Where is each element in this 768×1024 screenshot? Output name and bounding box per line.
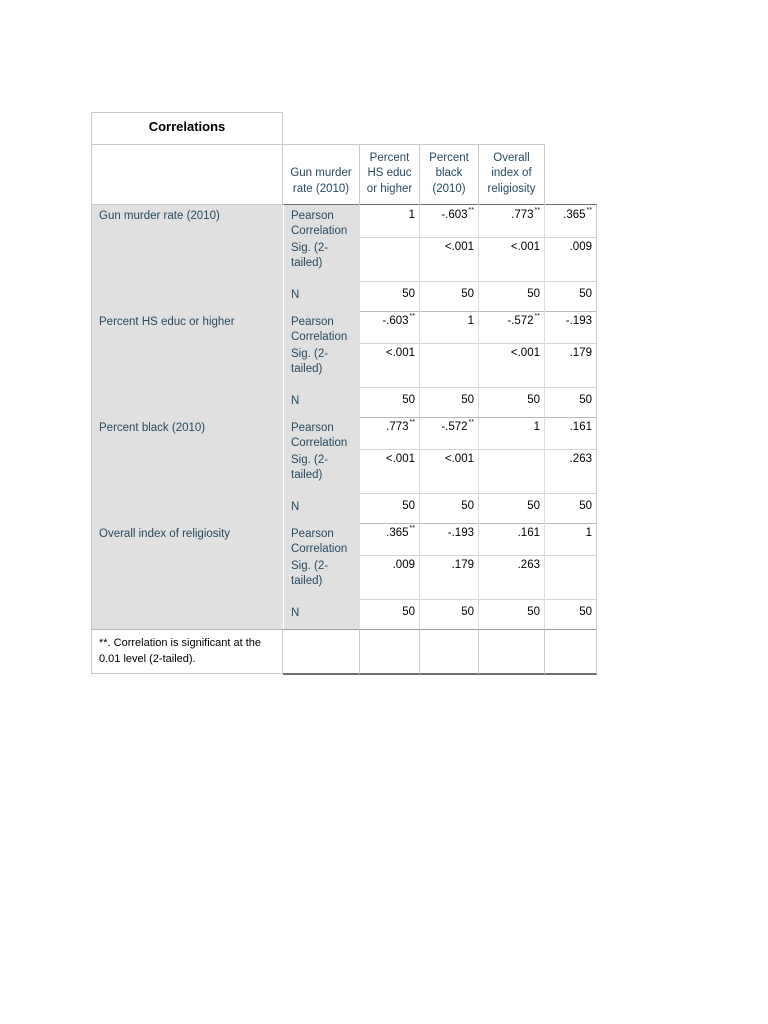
column-header-label xyxy=(429,151,469,198)
table-cell xyxy=(420,523,479,555)
table-title: Correlations xyxy=(148,119,226,134)
table-cell xyxy=(479,555,545,599)
table-cell xyxy=(360,343,420,387)
stat-label-line: Correlation xyxy=(291,331,348,343)
row-header: Overall index of religiosity xyxy=(91,523,283,629)
cell-value: 50 xyxy=(402,394,415,406)
table-cell xyxy=(360,555,420,599)
cell-value: 50 xyxy=(579,500,592,512)
cell-value: <.001 xyxy=(385,453,415,465)
table-cell xyxy=(545,449,597,493)
header-corner-cell xyxy=(91,144,283,205)
stat-label-pearson xyxy=(283,417,360,449)
significance-mark: ** xyxy=(409,525,415,532)
table-cell xyxy=(479,205,545,237)
stat-label-pearson xyxy=(283,523,360,555)
column-header-line: (2010) xyxy=(432,182,466,195)
significance-mark: ** xyxy=(534,207,540,214)
stat-label-line: tailed) xyxy=(291,469,323,481)
stat-label-line: Sig. (2- xyxy=(291,348,329,360)
table-cell xyxy=(360,523,420,555)
column-header xyxy=(283,144,360,205)
table-cell xyxy=(545,555,597,599)
footer-cell xyxy=(360,629,420,674)
footer-cell xyxy=(479,629,545,674)
cell-value: 50 xyxy=(461,606,474,618)
stat-label-line: Correlation xyxy=(291,543,348,555)
cell-value: 50 xyxy=(527,288,540,300)
table-cell xyxy=(545,387,597,417)
footer-cell xyxy=(545,629,597,674)
table-cell xyxy=(360,311,420,343)
cell-value: -.572 xyxy=(507,315,534,327)
table-cell xyxy=(420,493,479,523)
cell-value: 1 xyxy=(533,421,540,433)
cell-value: 50 xyxy=(579,394,592,406)
cell-value: <.001 xyxy=(444,453,474,465)
stat-label-line: Correlation xyxy=(291,437,348,449)
cell-value: <.001 xyxy=(510,241,540,253)
cell-value: .263 xyxy=(517,559,540,571)
table-cell xyxy=(360,387,420,417)
cell-value: .009 xyxy=(569,241,592,253)
table-cell xyxy=(545,523,597,555)
table-cell xyxy=(479,237,545,281)
table-cell xyxy=(420,555,479,599)
cell-value: .365 xyxy=(563,209,586,221)
table-cell xyxy=(479,523,545,555)
stat-label-sig xyxy=(283,343,360,387)
table-right-border xyxy=(596,205,597,629)
cell-value: .365 xyxy=(386,527,409,539)
row-header: Percent black (2010) xyxy=(91,417,283,523)
row-header: Percent HS educ or higher xyxy=(91,311,283,417)
stat-label-line: Pearson xyxy=(291,316,334,328)
column-header-line: index of xyxy=(491,167,532,179)
row-header: Gun murder rate (2010) xyxy=(91,205,283,311)
cell-value: -.193 xyxy=(565,315,592,327)
stat-label-line: Sig. (2- xyxy=(291,560,329,572)
stat-label-line: Pearson xyxy=(291,528,334,540)
column-header-line: or higher xyxy=(366,182,413,195)
column-header xyxy=(479,144,545,205)
column-header-label xyxy=(367,151,412,198)
table-cell xyxy=(545,493,597,523)
cell-value: .773 xyxy=(511,209,534,221)
cell-value: <.001 xyxy=(510,347,540,359)
stat-label-line: tailed) xyxy=(291,363,323,375)
table-cell xyxy=(420,417,479,449)
significance-mark: ** xyxy=(409,313,415,320)
table-cell xyxy=(479,281,545,311)
cell-value: .161 xyxy=(569,421,592,433)
cell-value: .179 xyxy=(569,347,592,359)
cell-value: 50 xyxy=(527,606,540,618)
cell-value: -.193 xyxy=(447,527,474,539)
table-cell xyxy=(479,449,545,493)
stat-label-n: N xyxy=(283,599,360,629)
stat-label-line: tailed) xyxy=(291,257,323,269)
cell-value: 1 xyxy=(585,527,592,539)
table-cell xyxy=(420,281,479,311)
stat-label-line: Sig. (2- xyxy=(291,454,329,466)
table-cell xyxy=(420,599,479,629)
stat-label-line: Pearson xyxy=(291,210,334,222)
stat-label-n: N xyxy=(283,493,360,523)
column-header-line: Overall xyxy=(493,151,530,164)
table-cell xyxy=(479,599,545,629)
significance-mark: ** xyxy=(586,207,592,214)
stat-label-sig xyxy=(283,555,360,599)
column-header-line: rate (2010) xyxy=(292,182,350,195)
cell-value: -.603 xyxy=(441,209,468,221)
stat-label-sig xyxy=(283,237,360,281)
cell-value: <.001 xyxy=(444,241,474,253)
cell-value: 50 xyxy=(402,288,415,300)
stat-label-pearson xyxy=(283,205,360,237)
stat-label-line: Pearson xyxy=(291,422,334,434)
footnote: **. Correlation is significant at the 0.01 level (2-tailed). xyxy=(91,629,283,674)
cell-value: .009 xyxy=(392,559,415,571)
column-header-line: Percent xyxy=(429,151,469,164)
cell-value: .263 xyxy=(569,453,592,465)
cell-value: 50 xyxy=(527,500,540,512)
cell-value: 50 xyxy=(402,606,415,618)
stat-label-n: N xyxy=(283,281,360,311)
cell-value: .179 xyxy=(451,559,474,571)
column-header-label xyxy=(290,166,351,197)
table-cell xyxy=(420,449,479,493)
stat-label-line: tailed) xyxy=(291,575,323,587)
significance-mark: ** xyxy=(534,313,540,320)
table-cell xyxy=(545,311,597,343)
cell-value: 1 xyxy=(408,209,415,221)
table-cell xyxy=(545,237,597,281)
cell-value: 50 xyxy=(461,288,474,300)
table-cell xyxy=(479,343,545,387)
stat-label-sig xyxy=(283,449,360,493)
cell-value: 50 xyxy=(579,288,592,300)
cell-value: 50 xyxy=(461,394,474,406)
table-cell xyxy=(545,417,597,449)
column-header-line: HS educ xyxy=(367,167,412,179)
table-cell xyxy=(360,493,420,523)
table-cell xyxy=(360,599,420,629)
table-cell xyxy=(420,237,479,281)
table-cell xyxy=(420,311,479,343)
significance-mark: ** xyxy=(409,419,415,426)
table-cell xyxy=(360,237,420,281)
table-cell xyxy=(479,311,545,343)
table-cell xyxy=(479,387,545,417)
cell-value: 50 xyxy=(527,394,540,406)
cell-value: 50 xyxy=(579,606,592,618)
column-header-line: Gun murder xyxy=(290,167,352,179)
table-cell xyxy=(420,205,479,237)
table-cell xyxy=(545,281,597,311)
stat-label-line: Correlation xyxy=(291,225,348,237)
cell-value: .161 xyxy=(517,527,540,539)
cell-value: 50 xyxy=(402,500,415,512)
significance-mark: ** xyxy=(468,419,474,426)
table-cell xyxy=(360,281,420,311)
table-cell xyxy=(545,205,597,237)
cell-value: 50 xyxy=(461,500,474,512)
cell-value: .773 xyxy=(386,421,409,433)
table-cell xyxy=(479,493,545,523)
table-cell xyxy=(479,417,545,449)
column-header-line: black xyxy=(435,167,463,179)
stat-label-n: N xyxy=(283,387,360,417)
column-header xyxy=(360,144,420,205)
significance-mark: ** xyxy=(468,207,474,214)
column-header xyxy=(420,144,479,205)
footer-cell xyxy=(283,629,360,674)
cell-value: <.001 xyxy=(385,347,415,359)
column-header-line: religiosity xyxy=(487,182,536,195)
cell-value: 1 xyxy=(467,315,474,327)
table-cell xyxy=(360,417,420,449)
column-header-label xyxy=(488,151,536,198)
table-cell xyxy=(420,343,479,387)
stat-label-pearson xyxy=(283,311,360,343)
footer-cell xyxy=(420,629,479,674)
table-cell xyxy=(545,343,597,387)
table-cell xyxy=(545,599,597,629)
cell-value: -.603 xyxy=(382,315,409,327)
table-cell xyxy=(360,205,420,237)
cell-value: -.572 xyxy=(441,421,468,433)
table-title-cell xyxy=(91,112,283,144)
table-cell xyxy=(420,387,479,417)
stat-label-line: Sig. (2- xyxy=(291,242,329,254)
table-cell xyxy=(360,449,420,493)
column-header-line: Percent xyxy=(369,151,410,164)
